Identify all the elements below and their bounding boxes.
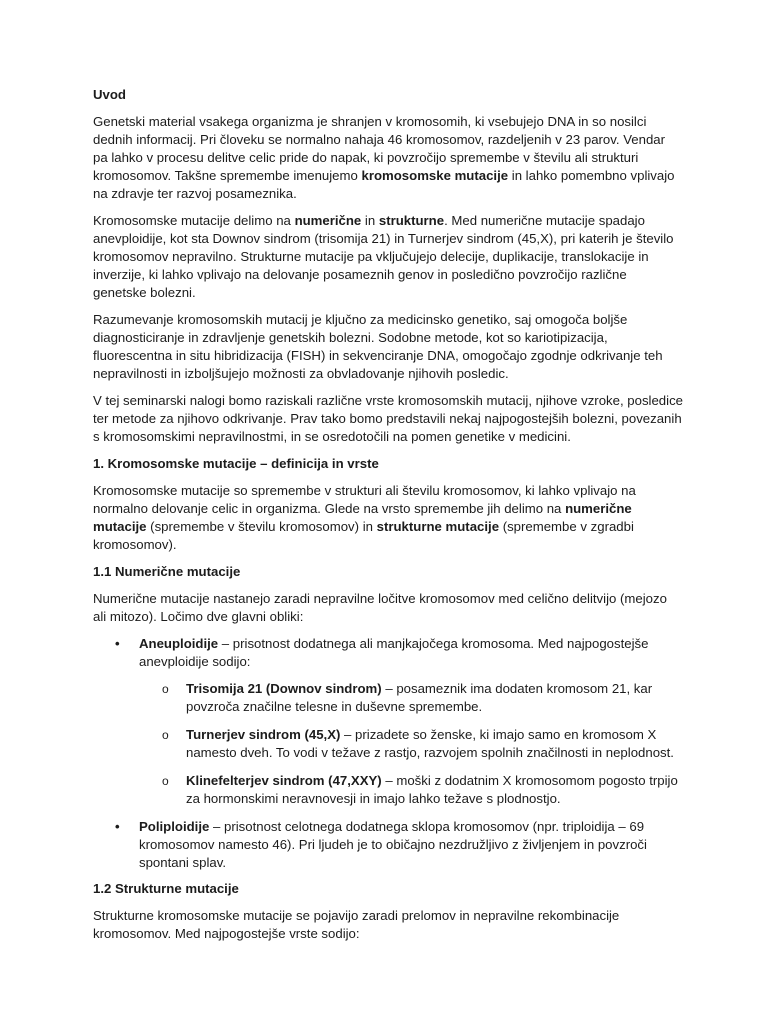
sublist-item: o Turnerjev sindrom (45,X) – prizadete so ženske, ki imajo samo en kromosom X namesto dveh. To vodi v težave z rastjo, razvojem spolnih značilnosti in neplodnost.	[139, 726, 683, 762]
bold-term: Turnerjev sindrom (45,X)	[186, 727, 341, 742]
section-1-1-heading: 1.1 Numerične mutacije	[93, 564, 241, 579]
section-1-2-heading: 1.2 Strukturne mutacije	[93, 881, 239, 896]
intro-paragraph-2: Kromosomske mutacije delimo na numerične in strukturne. Med numerične mutacije spadajo anevploidije, kot sta Downov sindrom (trisomija 21) in Turnerjev sindrom (45,X), pri katerih je število kromosomov nepravilno. Strukturne mutacije pa vključujejo delecije, duplikacije, translokacije in inverzije, ki lahko vplivajo na delovanje posameznih genov in posledično povzročijo različne genetske bolezni.	[93, 213, 674, 300]
section-1-1-paragraph: Numerične mutacije nastanejo zaradi nepravilne ločitve kromosomov med celično delitvijo (mejozo ali mitozo). Ločimo dve glavni obliki:	[93, 591, 667, 624]
bold-term: numerične mutacije	[93, 501, 632, 534]
section-1-heading: 1. Kromosomske mutacije – definicija in vrste	[93, 456, 379, 471]
list-item-polyploidy: • Poliploidije – prisotnost celotnega dodatnega sklopa kromosomov (npr. triploidija – 69 kromosomov namesto 46). Pri ljudeh je to običajno nezdružljivo z življenjem in povzroči spontani splav.	[93, 818, 683, 872]
bold-term: Klinefelterjev sindrom (47,XXY)	[186, 773, 382, 788]
bold-term: strukturne	[378, 213, 445, 228]
section-1-2-paragraph: Strukturne kromosomske mutacije se pojavijo zaradi prelomov in nepravilne rekombinacije kromosomov. Med najpogostejše vrste sodijo:	[93, 908, 620, 941]
bold-term: kromosomske mutacije	[361, 168, 509, 183]
intro-paragraph-4: V tej seminarski nalogi bomo raziskali različne vrste kromosomskih mutacij, njihove vzroke, posledice ter metode za njihovo odkrivanje. Prav tako bomo predstavili nekaj najpogostejših bolezni, povezanih s kromosomskimi nepravilnostmi, in se osredotočili na pomen genetike v medicini.	[93, 393, 683, 444]
sublist-item: o Trisomija 21 (Downov sindrom) – posameznik ima dodaten kromosom 21, kar povzroča značilne telesne in duševne spremembe.	[139, 680, 683, 716]
list-item-aneuploidy: • Aneuploidije – prisotnost dodatnega ali manjkajočega kromosoma. Med najpogostejše anevploidije sodijo: o Trisomija 21 (Downov sindrom) – posameznik ima dodaten kromosom 21, kar povzroča značilne telesne in duševne spremembe. o Turnerjev sindrom (45,X) – prizadete so ženske, ki imajo samo en kromosom X namesto dveh. To vodi v težave z rastjo, razvojem spolnih značilnosti in neplodnost. o Klinefelterjev sindrom (47,XXY) – moški z dodatnim X kromosomom pogosto trpijo za hormonskimi neravnovesji in imajo lahko težave s plodnostjo.	[93, 635, 683, 808]
bold-term: numerične	[294, 213, 362, 228]
intro-paragraph-3: Razumevanje kromosomskih mutacij je ključno za medicinsko genetiko, saj omogoča boljše diagnosticiranje in zdravljenje genetskih bolezni. Sodobne metode, kot so kariotipizacija, fluorescentna in situ hibridizacija (FISH) in sekvenciranje DNA, omogočajo zgodnje odkrivanje teh nepravilnosti in izboljšujejo možnosti za obvladovanje njihovih posledic.	[93, 312, 663, 381]
aneuploidy-sublist	[139, 680, 683, 808]
bold-term: Aneuploidije	[139, 636, 219, 651]
section-1-paragraph: Kromosomske mutacije so spremembe v strukturi ali številu kromosomov, ki lahko vplivajo na normalno delovanje celic in organizma. Glede na vrsto spremembe jih delimo na numerične mutacije (spremembe v številu kromosomov) in strukturne mutacije (spremembe v zgradbi kromosomov).	[93, 483, 636, 552]
numerical-mutations-list	[93, 635, 683, 872]
document-page	[93, 86, 683, 952]
bold-term: strukturne mutacije	[376, 519, 500, 534]
bold-term: Trisomija 21 (Downov sindrom)	[186, 681, 382, 696]
intro-heading: Uvod	[93, 87, 126, 102]
intro-paragraph-1: Genetski material vsakega organizma je shranjen v kromosomih, ki vsebujejo DNA in so nosilci dednih informacij. Pri človeku se normalno nahaja 46 kromosomov, razdeljenih v 23 parov. Vendar pa lahko v procesu delitve celic pride do napak, ki povzročijo spremembe v številu ali strukturi kromosomov. Takšne spremembe imenujemo kromosomske mutacije in lahko pomembno vplivajo na zdravje ter razvoj posameznika.	[93, 114, 675, 201]
sublist-item: o Klinefelterjev sindrom (47,XXY) – moški z dodatnim X kromosomom pogosto trpijo za hormonskimi neravnovesji in imajo lahko težave s plodnostjo.	[139, 772, 683, 808]
bold-term: Poliploidije	[139, 819, 210, 834]
